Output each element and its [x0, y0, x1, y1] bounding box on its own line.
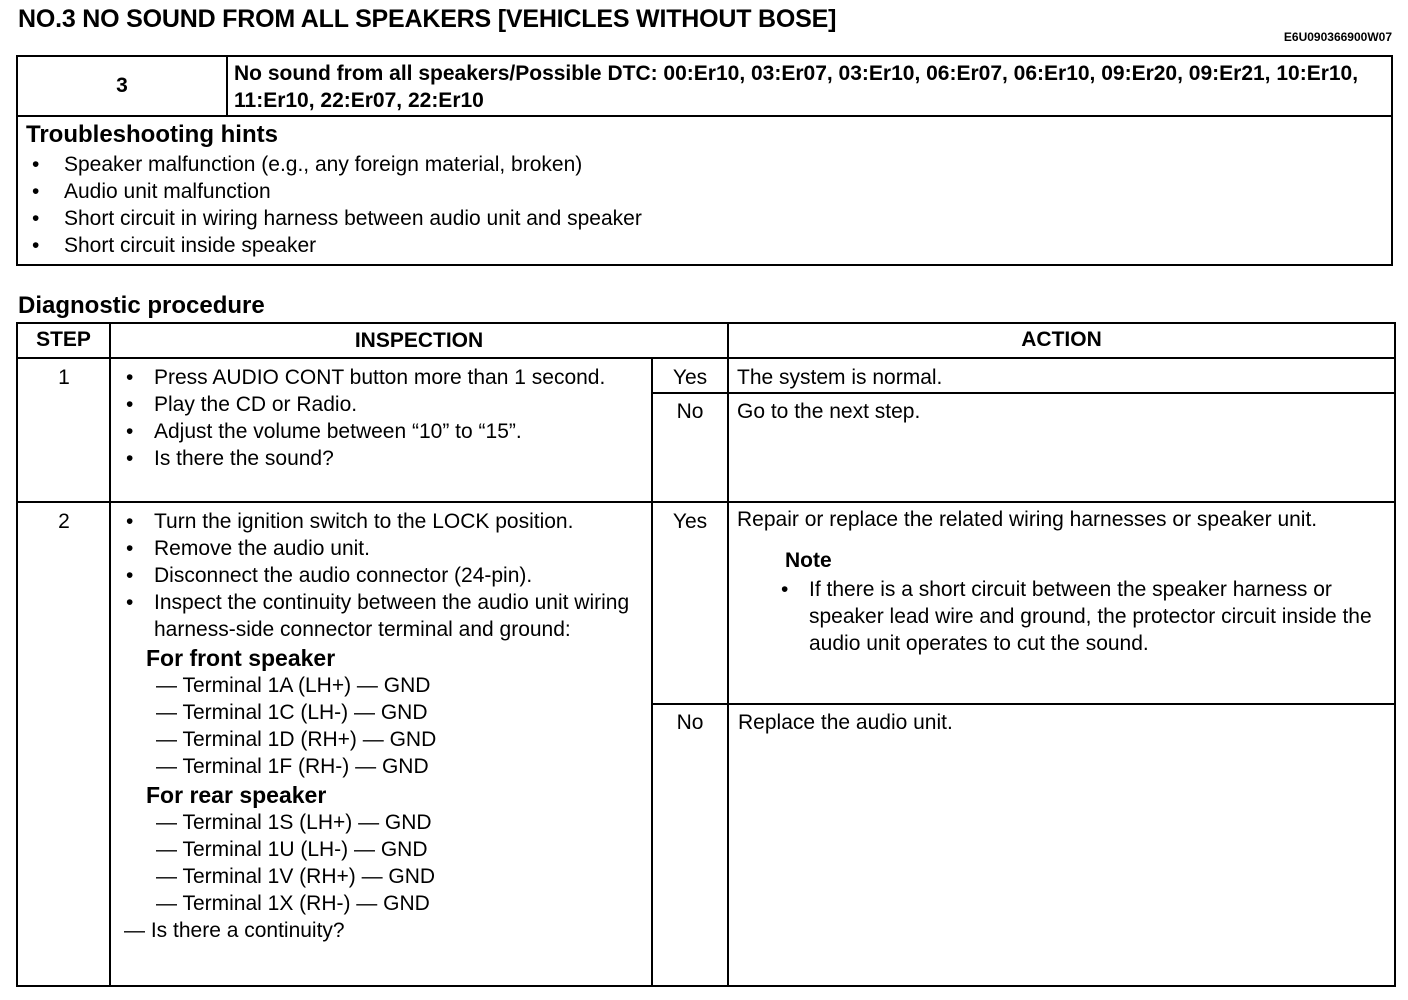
- terminal-item: — Terminal 1D (RH+) — GND: [156, 728, 437, 751]
- step-inspection: [116, 364, 636, 472]
- symptom-box: [16, 55, 1393, 266]
- list-item: • Speaker malfunction (e.g., any foreign material, broken): [32, 153, 583, 176]
- column-header-action: ACTION: [1021, 328, 1102, 351]
- list-item: • Disconnect the audio connector (24-pin).: [126, 564, 533, 587]
- procedure-title: Diagnostic procedure: [18, 292, 265, 319]
- terminal-item: — Terminal 1X (RH-) — GND: [156, 892, 430, 915]
- bullet-icon: •: [126, 510, 134, 533]
- list-item: • Adjust the volume between “10” to “15”.: [126, 420, 522, 443]
- bullet-icon: •: [126, 393, 134, 416]
- symptom-description: No sound from all speakers/Possible DTC: 00:Er10, 03:Er07, 03:Er10, 06:Er07, 06:Er10, 09:Er20, 09:Er21, 10:Er10, 11:Er10, 22:Er07, 22:Er10: [228, 57, 1391, 117]
- table-border: [16, 985, 1396, 987]
- no-action: Go to the next step.: [737, 400, 921, 423]
- step-inspection: [116, 508, 646, 944]
- hints-list: [18, 151, 642, 259]
- table-border: [651, 703, 1396, 705]
- bullet-icon: •: [32, 153, 40, 176]
- table-border: [16, 322, 1396, 324]
- rear-speaker-heading: For rear speaker: [146, 782, 327, 808]
- step-number: 2: [58, 510, 70, 533]
- terminal-item: — Terminal 1U (LH-) — GND: [156, 838, 428, 861]
- table-border: [727, 322, 729, 987]
- front-speaker-heading: For front speaker: [146, 645, 336, 671]
- bullet-icon: •: [126, 537, 134, 560]
- yes-label: Yes: [672, 366, 708, 389]
- no-label: No: [676, 400, 704, 423]
- table-border: [109, 322, 111, 987]
- bullet-icon: •: [126, 564, 134, 587]
- bullet-icon: •: [126, 420, 134, 443]
- no-action: Replace the audio unit.: [738, 711, 953, 734]
- table-border: [16, 501, 1396, 503]
- symptom-number: 3: [18, 57, 228, 117]
- continuity-question: — Is there a continuity?: [124, 919, 345, 942]
- terminal-item: — Terminal 1F (RH-) — GND: [156, 755, 429, 778]
- no-label: No: [676, 711, 704, 734]
- yes-action-block: [737, 506, 1387, 657]
- list-item: • Remove the audio unit.: [126, 537, 370, 560]
- list-item: • Short circuit inside speaker: [32, 234, 317, 257]
- page-title: NO.3 NO SOUND FROM ALL SPEAKERS [VEHICLES WITHOUT BOSE]: [18, 5, 837, 33]
- bullet-icon: •: [32, 234, 40, 257]
- list-item: • Is there the sound?: [126, 447, 334, 470]
- table-border: [16, 357, 1396, 359]
- list-item: • Press AUDIO CONT button more than 1 second.: [126, 366, 606, 389]
- terminal-item: — Terminal 1S (LH+) — GND: [156, 811, 432, 834]
- bullet-icon: •: [32, 207, 40, 230]
- hints-title: Troubleshooting hints: [26, 121, 278, 148]
- table-border: [651, 357, 653, 987]
- terminal-item: — Terminal 1V (RH+) — GND: [156, 865, 436, 888]
- column-header-inspection: INSPECTION: [354, 329, 484, 352]
- list-item: • Inspect the continuity between the audio unit wiring harness-side connector terminal and ground:: [126, 591, 630, 641]
- yes-action: The system is normal.: [737, 366, 943, 389]
- list-item: • If there is a short circuit between the speaker harness or speaker lead wire and ground, the protector circuit inside the audio unit operates to cut the sound.: [781, 578, 1372, 655]
- terminal-item: — Terminal 1A (LH+) — GND: [156, 674, 431, 697]
- table-border: [1394, 322, 1396, 987]
- bullet-icon: •: [126, 591, 134, 614]
- note-title: Note: [785, 549, 832, 572]
- bullet-icon: •: [32, 180, 40, 203]
- yes-action: Repair or replace the related wiring harnesses or speaker unit.: [737, 508, 1318, 531]
- list-item: • Audio unit malfunction: [32, 180, 271, 203]
- list-item: • Play the CD or Radio.: [126, 393, 358, 416]
- yes-label: Yes: [672, 510, 708, 533]
- bullet-icon: •: [126, 366, 134, 389]
- step-number: 1: [58, 366, 70, 389]
- column-header-step: STEP: [36, 328, 91, 351]
- terminal-item: — Terminal 1C (LH-) — GND: [156, 701, 428, 724]
- list-item: • Short circuit in wiring harness between audio unit and speaker: [32, 207, 642, 230]
- document-id: E6U090366900W07: [1283, 30, 1392, 44]
- bullet-icon: •: [781, 578, 789, 601]
- table-border: [651, 392, 1396, 394]
- note-list: [737, 576, 1387, 657]
- table-border: [16, 322, 18, 987]
- list-item: • Turn the ignition switch to the LOCK position.: [126, 510, 574, 533]
- bullet-icon: •: [126, 447, 134, 470]
